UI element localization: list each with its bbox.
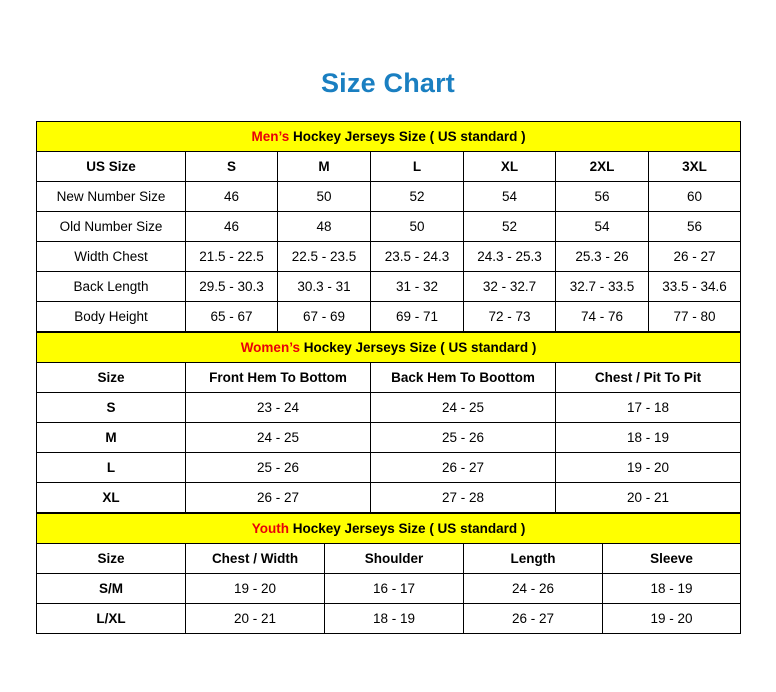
womens-row-1-val-1: 25 - 26 bbox=[371, 423, 556, 453]
mens-row-0-val-5: 60 bbox=[649, 182, 741, 212]
mens-row-0-val-0: 46 bbox=[186, 182, 278, 212]
mens-row-3-val-5: 33.5 - 34.6 bbox=[649, 272, 741, 302]
womens-row-3-label: XL bbox=[37, 483, 186, 513]
mens-section-header bbox=[37, 122, 741, 152]
mens-row-3-val-0: 29.5 - 30.3 bbox=[186, 272, 278, 302]
womens-row-3-val-1: 27 - 28 bbox=[371, 483, 556, 513]
mens-row-4-val-3: 72 - 73 bbox=[464, 302, 556, 332]
mens-row-2-val-3: 24.3 - 25.3 bbox=[464, 242, 556, 272]
mens-size-table bbox=[36, 121, 741, 332]
youth-header-accent: Youth bbox=[251, 521, 289, 536]
mens-header-accent: Men’s bbox=[251, 129, 290, 144]
mens-col-1: S bbox=[186, 152, 278, 182]
mens-row-2-val-4: 25.3 - 26 bbox=[556, 242, 649, 272]
womens-row-0-val-2: 17 - 18 bbox=[556, 393, 741, 423]
mens-row-1-val-5: 56 bbox=[649, 212, 741, 242]
mens-row-1-val-3: 52 bbox=[464, 212, 556, 242]
table-row bbox=[37, 453, 741, 483]
youth-header-rest: Hockey Jerseys Size ( US standard ) bbox=[288, 521, 526, 536]
womens-row-2-val-2: 19 - 20 bbox=[556, 453, 741, 483]
womens-col-1: Front Hem To Bottom bbox=[186, 363, 371, 393]
womens-row-2-label: L bbox=[37, 453, 186, 483]
table-row bbox=[37, 423, 741, 453]
womens-row-3-val-0: 26 - 27 bbox=[186, 483, 371, 513]
table-row bbox=[37, 302, 741, 332]
mens-column-headers bbox=[37, 152, 741, 182]
table-row bbox=[37, 574, 741, 604]
mens-row-4-val-0: 65 - 67 bbox=[186, 302, 278, 332]
womens-size-table bbox=[36, 332, 741, 513]
mens-col-4: XL bbox=[464, 152, 556, 182]
youth-row-0-val-2: 24 - 26 bbox=[464, 574, 603, 604]
youth-row-0-val-1: 16 - 17 bbox=[325, 574, 464, 604]
womens-row-0-val-1: 24 - 25 bbox=[371, 393, 556, 423]
page-title: Size Chart bbox=[320, 68, 456, 98]
size-chart-tables bbox=[36, 121, 740, 634]
mens-section-header-cell bbox=[37, 122, 741, 152]
mens-row-3-val-4: 32.7 - 33.5 bbox=[556, 272, 649, 302]
youth-col-4: Sleeve bbox=[603, 544, 741, 574]
youth-row-1-val-3: 19 - 20 bbox=[603, 604, 741, 634]
mens-row-4-val-4: 74 - 76 bbox=[556, 302, 649, 332]
mens-row-1-label: Old Number Size bbox=[37, 212, 186, 242]
mens-col-6: 3XL bbox=[649, 152, 741, 182]
mens-row-2-val-1: 22.5 - 23.5 bbox=[278, 242, 371, 272]
womens-row-0-label: S bbox=[37, 393, 186, 423]
mens-col-5: 2XL bbox=[556, 152, 649, 182]
youth-row-1-val-1: 18 - 19 bbox=[325, 604, 464, 634]
mens-row-0-val-3: 54 bbox=[464, 182, 556, 212]
mens-row-4-val-5: 77 - 80 bbox=[649, 302, 741, 332]
womens-column-headers bbox=[37, 363, 741, 393]
mens-row-4-val-1: 67 - 69 bbox=[278, 302, 371, 332]
mens-row-3-val-1: 30.3 - 31 bbox=[278, 272, 371, 302]
womens-row-1-val-2: 18 - 19 bbox=[556, 423, 741, 453]
table-row bbox=[37, 604, 741, 634]
mens-row-1-val-1: 48 bbox=[278, 212, 371, 242]
table-row bbox=[37, 212, 741, 242]
mens-row-3-label: Back Length bbox=[37, 272, 186, 302]
womens-row-1-val-0: 24 - 25 bbox=[186, 423, 371, 453]
mens-col-2: M bbox=[278, 152, 371, 182]
womens-col-2: Back Hem To Boottom bbox=[371, 363, 556, 393]
youth-col-2: Shoulder bbox=[325, 544, 464, 574]
womens-section-header bbox=[37, 333, 741, 363]
youth-column-headers bbox=[37, 544, 741, 574]
mens-row-0-val-4: 56 bbox=[556, 182, 649, 212]
mens-row-2-val-0: 21.5 - 22.5 bbox=[186, 242, 278, 272]
womens-header-rest: Hockey Jerseys Size ( US standard ) bbox=[299, 340, 537, 355]
mens-row-2-label: Width Chest bbox=[37, 242, 186, 272]
womens-col-3: Chest / Pit To Pit bbox=[556, 363, 741, 393]
mens-row-4-label: Body Height bbox=[37, 302, 186, 332]
youth-size-table bbox=[36, 513, 741, 634]
youth-row-0-label: S/M bbox=[37, 574, 186, 604]
womens-row-3-val-2: 20 - 21 bbox=[556, 483, 741, 513]
youth-section-header bbox=[37, 514, 741, 544]
youth-section-header-cell bbox=[37, 514, 741, 544]
mens-row-0-val-1: 50 bbox=[278, 182, 371, 212]
mens-row-2-val-2: 23.5 - 24.3 bbox=[371, 242, 464, 272]
youth-row-1-label: L/XL bbox=[37, 604, 186, 634]
mens-header-rest: Hockey Jerseys Size ( US standard ) bbox=[289, 129, 526, 144]
youth-row-1-val-2: 26 - 27 bbox=[464, 604, 603, 634]
mens-row-2-val-5: 26 - 27 bbox=[649, 242, 741, 272]
table-row bbox=[37, 242, 741, 272]
mens-row-1-val-2: 50 bbox=[371, 212, 464, 242]
mens-col-3: L bbox=[371, 152, 464, 182]
womens-header-accent: Women’s bbox=[240, 340, 300, 355]
youth-col-0: Size bbox=[37, 544, 186, 574]
womens-section-header-cell bbox=[37, 333, 741, 363]
table-row bbox=[37, 483, 741, 513]
womens-row-1-label: M bbox=[37, 423, 186, 453]
youth-row-1-val-0: 20 - 21 bbox=[186, 604, 325, 634]
youth-col-3: Length bbox=[464, 544, 603, 574]
womens-row-2-val-0: 25 - 26 bbox=[186, 453, 371, 483]
womens-row-2-val-1: 26 - 27 bbox=[371, 453, 556, 483]
youth-row-0-val-0: 19 - 20 bbox=[186, 574, 325, 604]
mens-row-1-val-0: 46 bbox=[186, 212, 278, 242]
mens-row-4-val-2: 69 - 71 bbox=[371, 302, 464, 332]
womens-col-0: Size bbox=[37, 363, 186, 393]
womens-row-0-val-0: 23 - 24 bbox=[186, 393, 371, 423]
youth-col-1: Chest / Width bbox=[186, 544, 325, 574]
youth-row-0-val-3: 18 - 19 bbox=[603, 574, 741, 604]
mens-col-0: US Size bbox=[37, 152, 186, 182]
mens-row-3-val-2: 31 - 32 bbox=[371, 272, 464, 302]
table-row bbox=[37, 272, 741, 302]
mens-row-0-val-2: 52 bbox=[371, 182, 464, 212]
mens-row-0-label: New Number Size bbox=[37, 182, 186, 212]
mens-row-3-val-3: 32 - 32.7 bbox=[464, 272, 556, 302]
table-row bbox=[37, 182, 741, 212]
mens-row-1-val-4: 54 bbox=[556, 212, 649, 242]
table-row bbox=[37, 393, 741, 423]
